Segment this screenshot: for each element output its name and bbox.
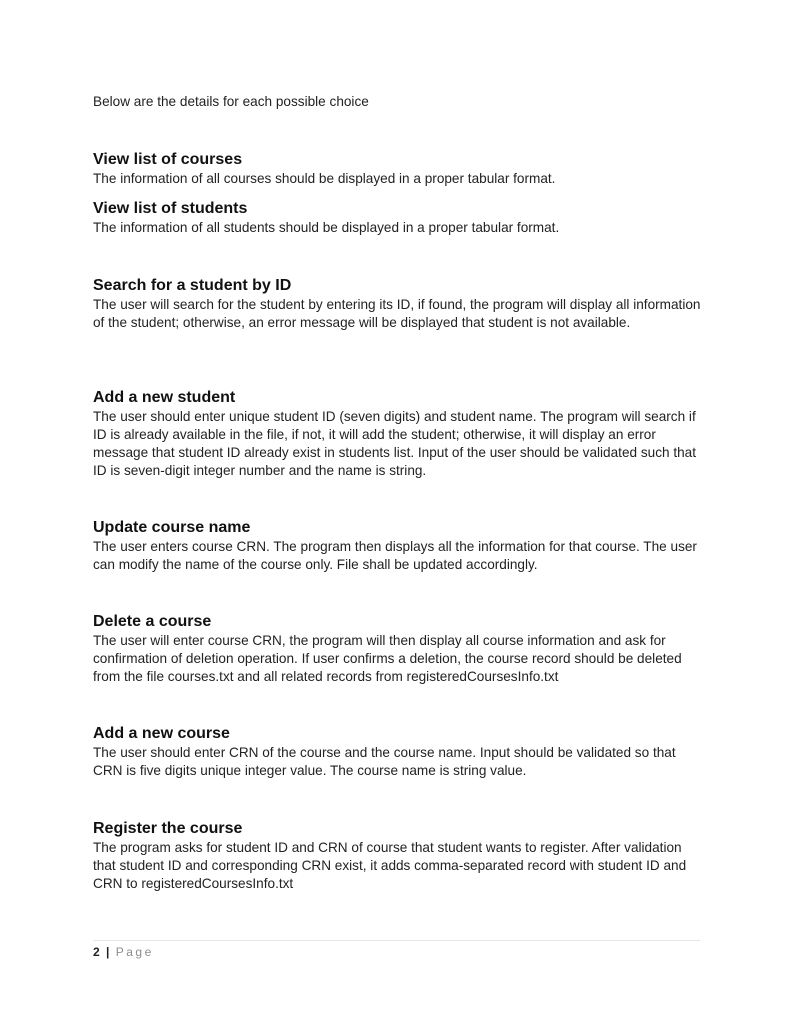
section-view-courses: [93, 150, 708, 188]
section-body: The user should enter unique student ID (seven digits) and student name. The program will search if ID is already available in the file, if not, it will add the student; otherwise, it will display an error message that student ID already exist in students list. Input of the user should be validated such that ID is seven-digit integer number and the name is string.: [93, 409, 697, 478]
page-label: Page: [115, 945, 154, 959]
section-title: Update course name: [93, 519, 251, 536]
section-title: Register the course: [93, 820, 243, 837]
section-title: Add a new student: [93, 389, 236, 406]
section-body: The user will enter course CRN, the program will then display all course information and ask for confirmation of deletion operation. If user confirms a deletion, the course record should be deleted from the file courses.txt and all related records from registeredCoursesInfo.txt: [93, 633, 682, 684]
section-title: View list of courses: [93, 151, 243, 168]
section-title: Delete a course: [93, 613, 212, 630]
page-number: 2: [93, 945, 100, 959]
section-view-students: [93, 199, 708, 237]
section-body: The user should enter CRN of the course and the course name. Input should be validated so that CRN is five digits unique integer value. The course name is string value.: [93, 745, 676, 778]
section-delete-course: [93, 612, 708, 686]
section-title: Search for a student by ID: [93, 277, 292, 294]
footer-divider: [93, 940, 700, 941]
footer-separator: |: [106, 945, 110, 959]
section-body: The user will search for the student by entering its ID, if found, the program will display all information of the student; otherwise, an error message will be displayed that student is not available.: [93, 297, 701, 330]
section-search-student: [93, 276, 708, 332]
section-register-course: [93, 819, 708, 893]
section-update-course: [93, 518, 708, 574]
section-add-course: [93, 724, 708, 780]
section-title: View list of students: [93, 200, 248, 217]
page-footer: [93, 944, 154, 960]
section-body: The user enters course CRN. The program then displays all the information for that course. The user can modify the name of the course only. File shall be updated accordingly.: [93, 539, 697, 572]
section-body: The information of all courses should be displayed in a proper tabular format.: [93, 171, 556, 186]
section-body: The information of all students should be displayed in a proper tabular format.: [93, 220, 560, 235]
section-body: The program asks for student ID and CRN of course that student wants to register. After validation that student ID and corresponding CRN exist, it adds comma-separated record with student ID and CRN to registeredCoursesInfo.txt: [93, 840, 687, 891]
intro-text: Below are the details for each possible choice: [93, 94, 369, 109]
section-add-student: [93, 388, 708, 480]
section-title: Add a new course: [93, 725, 230, 742]
